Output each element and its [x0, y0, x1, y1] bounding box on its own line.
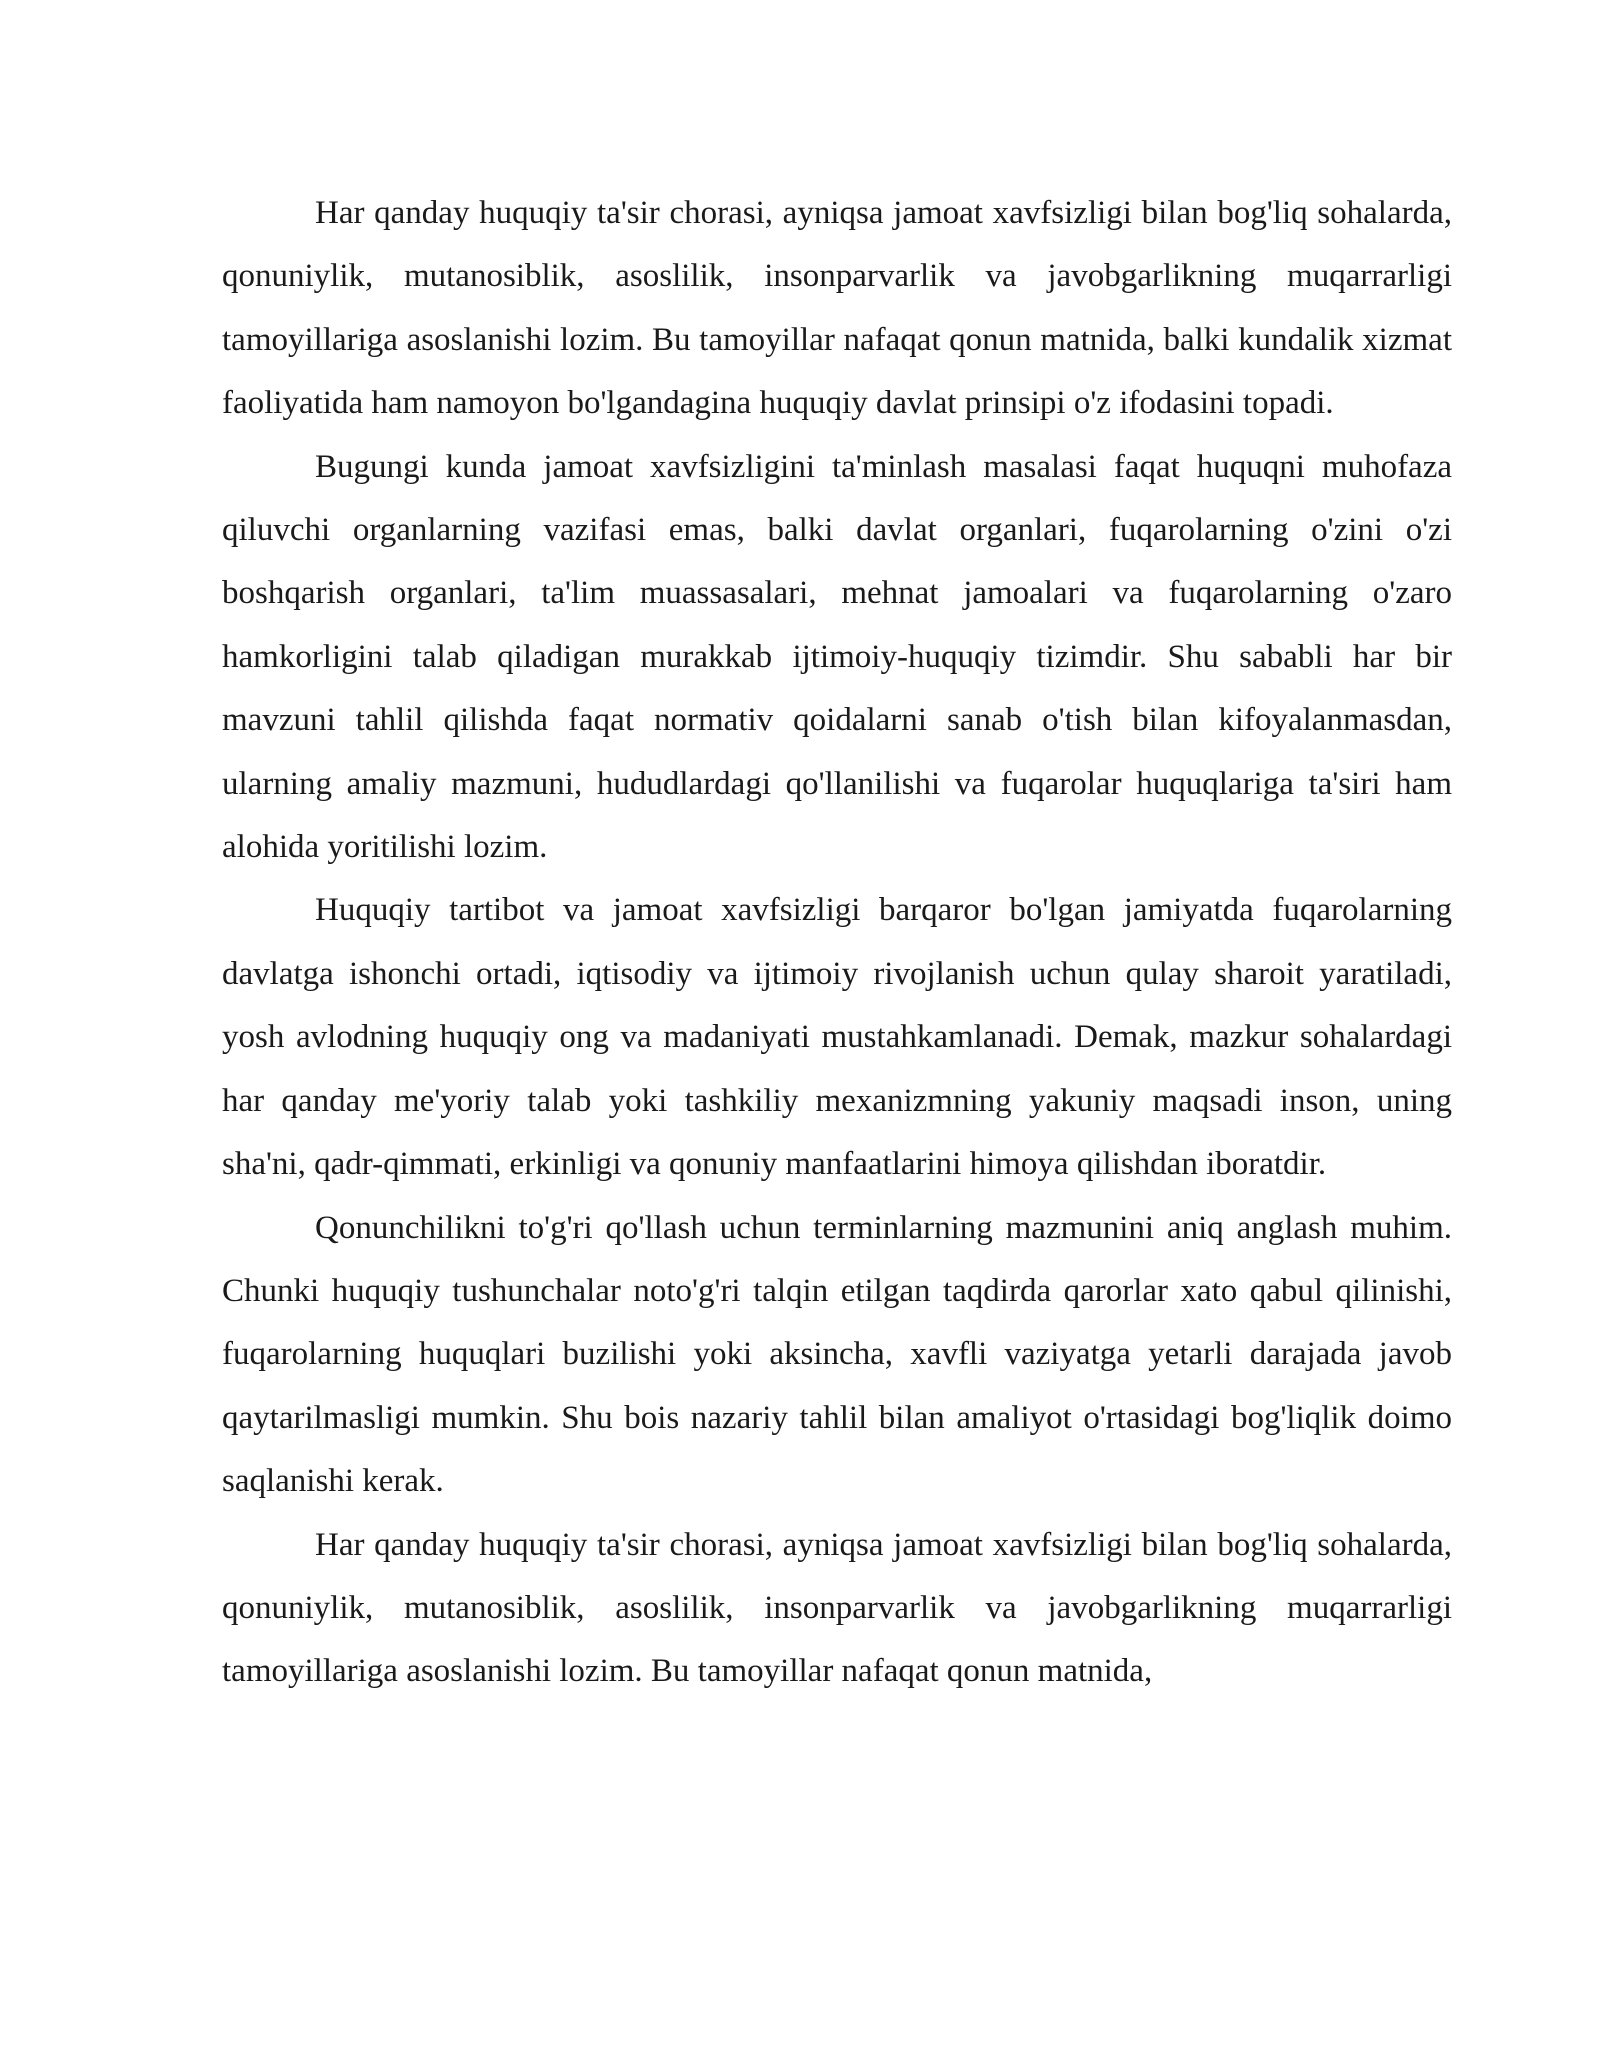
paragraph-3: Huquqiy tartibot va jamoat xavfsizligi barqaror bo'lgan jamiyatda fuqarolarning davlatga ishonchi ortadi, iqtisodiy va ijtimoiy rivojlanish uchun qulay sharoit yaratiladi, yosh avlodning huquqiy ong va madaniyati mustahkamlanadi. Demak, mazkur sohalardagi har qanday me'yoriy talab yoki tashkiliy mexanizmning yakuniy maqsadi inson, uning sha'ni, qadr-qimmati, erkinligi va qonuniy manfaatlarini himoya qilishdan iboratdir. [222, 892, 1452, 1183]
paragraph-5: Har qanday huquqiy ta'sir chorasi, ayniqsa jamoat xavfsizligi bilan bog'liq sohalarda, qonuniylik, mutanosiblik, asoslilik, insonparvarlik va javobgarlikning muqarrarligi tamoyillariga asoslanishi lozim. Bu tamoyillar nafaqat qonun matnida, [222, 1526, 1452, 1690]
paragraph-2: Bugungi kunda jamoat xavfsizligini ta'minlash masalasi faqat huquqni muhofaza qiluvchi organlarning vazifasi emas, balki davlat organlari, fuqarolarning o'zini o'zi boshqarish organlari, ta'lim muassasalari, mehnat jamoalari va fuqarolarning o'zaro hamkorligini talab qiladigan murakkab ijtimoiy-huquqiy tizimdir. Shu sababli har bir mavzuni tahlil qilishda faqat normativ qoidalarni sanab o'tish bilan kifoyalanmasdan, ularning amaliy mazmuni, hududlardagi qo'llanilishi va fuqarolar huquqlariga ta'siri ham alohida yoritilishi lozim. [222, 448, 1452, 866]
document-body [222, 182, 1452, 1704]
paragraph-4: Qonunchilikni to'g'ri qo'llash uchun terminlarning mazmunini aniq anglash muhim. Chunki huquqiy tushunchalar noto'g'ri talqin etilgan taqdirda qarorlar xato qabul qilinishi, fuqarolarning huquqlari buzilishi yoki aksincha, xavfli vaziyatga yetarli darajada javob qaytarilmasligi mumkin. Shu bois nazariy tahlil bilan amaliyot o'rtasidagi bog'liqlik doimo saqlanishi kerak. [222, 1209, 1452, 1500]
paragraph-1: Har qanday huquqiy ta'sir chorasi, ayniqsa jamoat xavfsizligi bilan bog'liq sohalarda, qonuniylik, mutanosiblik, asoslilik, insonparvarlik va javobgarlikning muqarrarligi tamoyillariga asoslanishi lozim. Bu tamoyillar nafaqat qonun matnida, balki kundalik xizmat faoliyatida ham namoyon bo'lgandagina huquqiy davlat prinsipi o'z ifodasini topadi. [222, 195, 1452, 422]
